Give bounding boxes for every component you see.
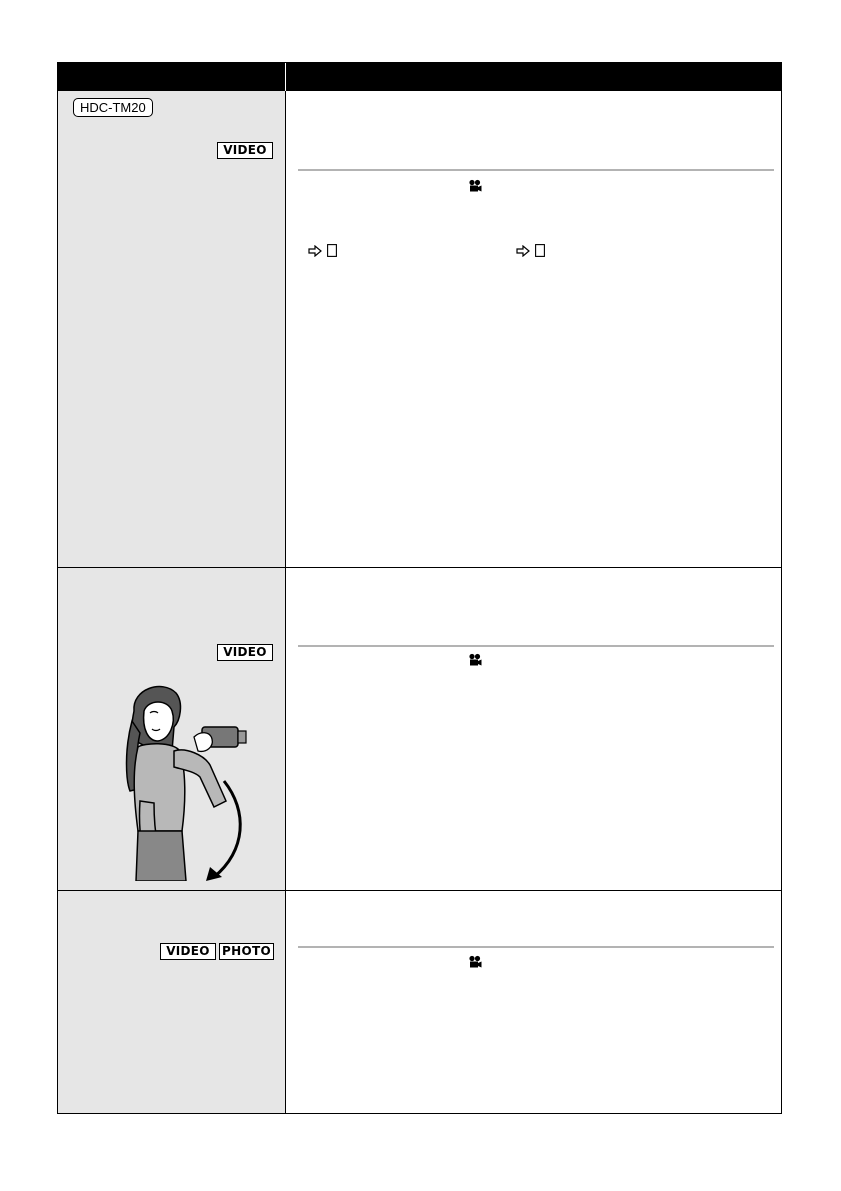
section-rule [298, 946, 774, 948]
table-header [58, 63, 781, 91]
section-rule [298, 169, 774, 171]
arrow-right-icon [516, 245, 530, 257]
column-divider [285, 91, 286, 1113]
movie-camera-icon [468, 653, 482, 667]
arrow-right-icon [308, 245, 322, 257]
movie-camera-icon [468, 955, 482, 969]
header-divider [285, 63, 286, 91]
page-reference-row [308, 243, 608, 259]
feature-table [57, 62, 782, 1114]
woman-recording-illustration [114, 681, 254, 881]
section-rule [298, 645, 774, 647]
video-tag: VIDEO [217, 644, 273, 661]
video-tag: VIDEO [160, 943, 216, 960]
video-tag: VIDEO [217, 142, 273, 159]
row-separator [58, 890, 781, 891]
model-badge: HDC-TM20 [73, 98, 153, 117]
photo-tag: PHOTO [219, 943, 274, 960]
page-icon [535, 244, 545, 257]
movie-camera-icon [468, 179, 482, 193]
row-separator [58, 567, 781, 568]
page-icon [327, 244, 337, 257]
